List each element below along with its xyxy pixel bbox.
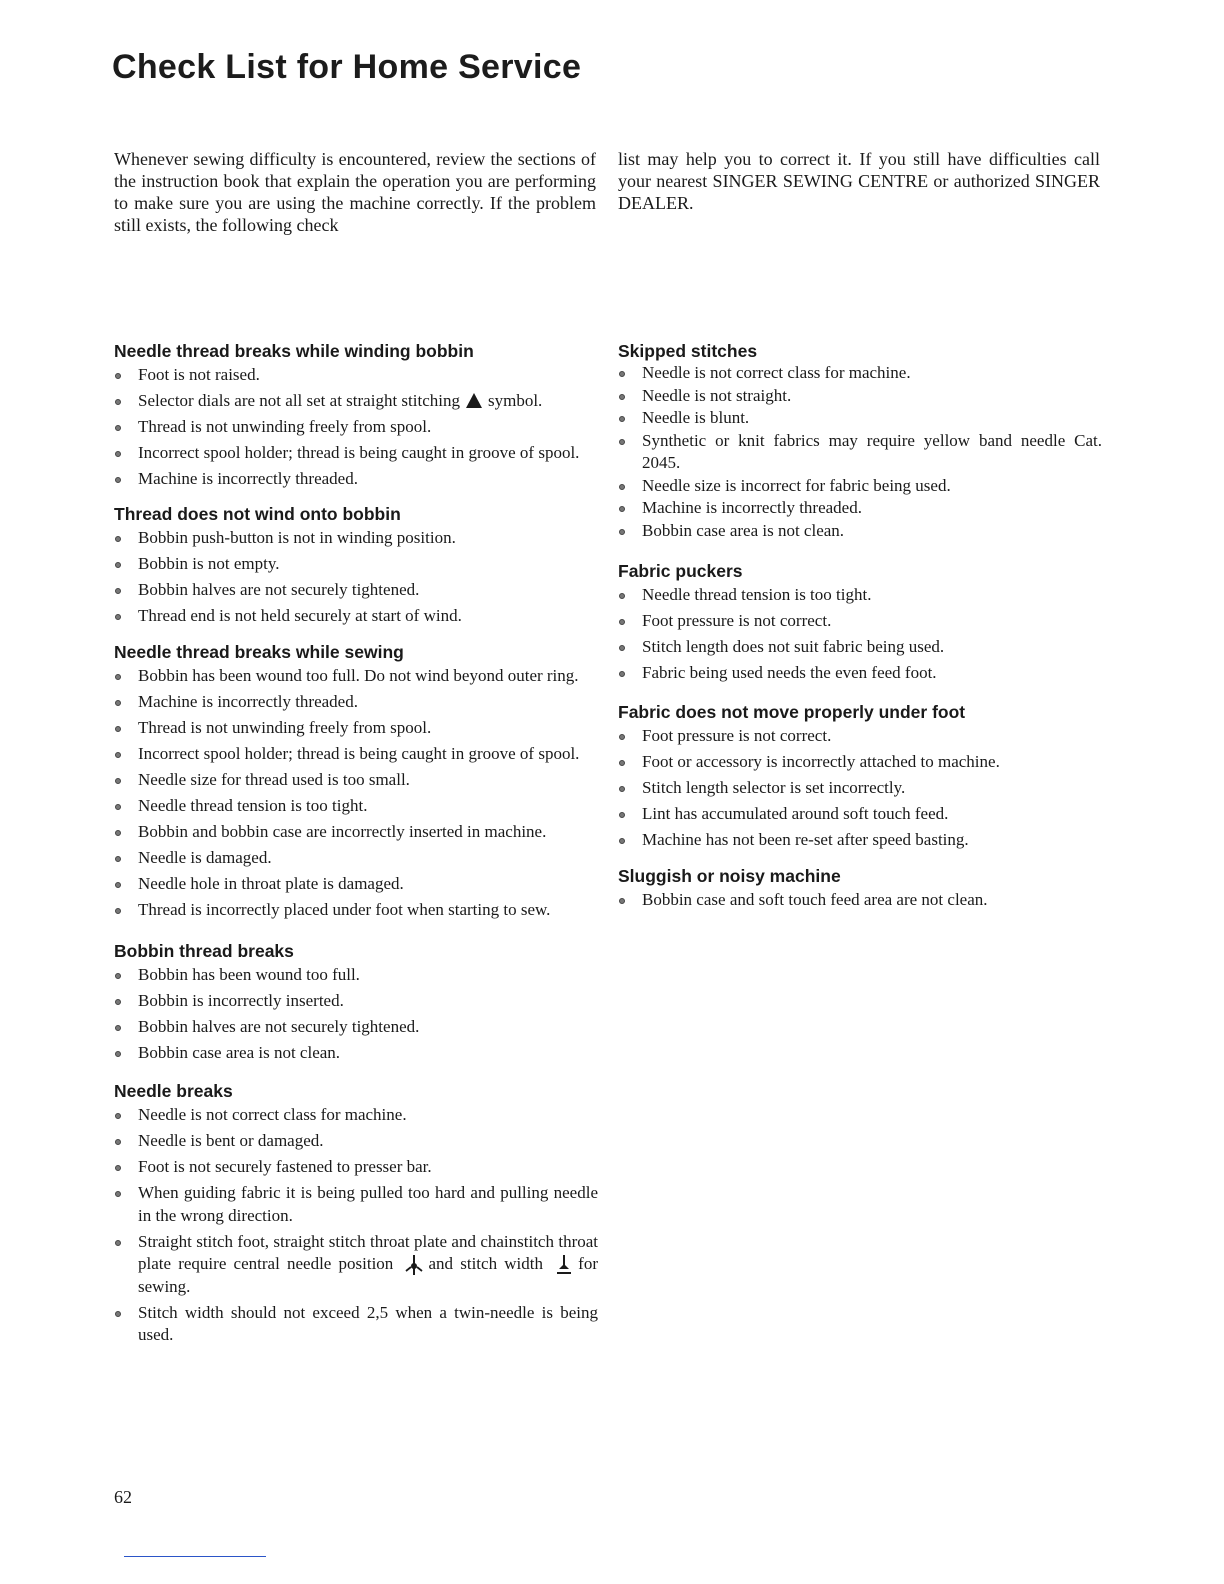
section-heading: Bobbin thread breaks [114, 940, 294, 961]
section-heading: Sluggish or noisy machine [618, 866, 841, 886]
list-item: Thread is not unwinding freely from spool. [114, 717, 598, 740]
checklist [114, 527, 598, 628]
list-item: Bobbin halves are not securely tightened. [114, 1016, 598, 1039]
section-heading: Needle thread breaks while winding bobbin [114, 341, 474, 361]
page-title: Check List for Home Service [112, 48, 582, 86]
list-item: Bobbin case and soft touch feed area are not clean. [618, 889, 1102, 912]
checklist [618, 362, 1102, 542]
list-item: Foot is not raised. [114, 364, 598, 387]
bullet-icon [619, 593, 625, 599]
stitch-width-icon [556, 1255, 572, 1275]
list-item: When guiding fabric it is being pulled too hard and pulling needle in the wrong direction. [114, 1182, 598, 1227]
straight-stitch-symbol-icon [466, 397, 482, 408]
section-bobbin-thread-breaks [114, 940, 598, 1065]
bullet-icon [115, 830, 121, 836]
checklist [114, 964, 598, 1065]
bullet-icon [115, 856, 121, 862]
section-heading: Skipped stitches [618, 341, 758, 361]
bullet-icon [115, 882, 121, 888]
bullet-icon [619, 838, 625, 844]
list-item: Straight stitch foot, straight stitch throat plate and chainstitch throat plate require central needle position and stitch width for sewing. [114, 1231, 598, 1299]
list-item: Bobbin and bobbin case are incorrectly inserted in machine. [114, 821, 598, 844]
bullet-icon [619, 484, 625, 490]
bullet-icon [115, 973, 121, 979]
bullet-icon [619, 416, 625, 422]
section-heading: Thread does not wind onto bobbin [114, 503, 401, 524]
list-item: Bobbin is incorrectly inserted. [114, 990, 598, 1013]
page-number: 62 [114, 1487, 132, 1507]
list-item: Foot or accessory is incorrectly attached to machine. [618, 751, 1102, 774]
central-needle-position-icon [405, 1255, 423, 1275]
bullet-icon [115, 1191, 121, 1197]
list-item: Stitch length does not suit fabric being used. [618, 636, 1102, 659]
bullet-icon [115, 752, 121, 758]
bullet-icon [115, 1051, 121, 1057]
list-item: Needle hole in throat plate is damaged. [114, 873, 598, 896]
list-item: Stitch length selector is set incorrectly. [618, 777, 1102, 800]
footer-divider [124, 1556, 266, 1557]
list-item: Needle is damaged. [114, 847, 598, 870]
bullet-icon [115, 562, 121, 568]
bullet-icon [115, 726, 121, 732]
bullet-icon [619, 506, 625, 512]
list-item: Bobbin has been wound too full. [114, 964, 598, 987]
section-sluggish-machine [618, 865, 1102, 912]
bullet-icon [115, 588, 121, 594]
list-item: Foot is not securely fastened to presser bar. [114, 1156, 598, 1179]
bullet-icon [115, 700, 121, 706]
left-column [114, 340, 598, 1350]
checklist [114, 665, 598, 922]
bullet-icon [619, 371, 625, 377]
list-item: Thread is incorrectly placed under foot when starting to sew. [114, 899, 598, 922]
intro-paragraph-left: Whenever sewing difficulty is encountered, review the sections of the instruction book that explain the operation you are performing to make sure you are using the machine correctly. If the problem still exists, the following check [114, 149, 596, 235]
bullet-icon [115, 614, 121, 620]
section-heading: Fabric does not move properly under foot [618, 701, 966, 722]
bullet-icon [115, 804, 121, 810]
intro-paragraph-right: list may help you to correct it. If you still have difficulties call your nearest SINGER SEWING CENTRE or authorized SINGER DEALER. [618, 149, 1100, 213]
list-item: Lint has accumulated around soft touch feed. [618, 803, 1102, 826]
list-item: Needle is not straight. [618, 385, 1102, 408]
list-item: Bobbin halves are not securely tightened. [114, 579, 598, 602]
list-item: Incorrect spool holder; thread is being caught in groove of spool. [114, 442, 598, 465]
list-item: Bobbin case area is not clean. [114, 1042, 598, 1065]
right-column [618, 340, 1102, 915]
list-item: Foot pressure is not correct. [618, 725, 1102, 748]
list-item: Needle thread tension is too tight. [618, 584, 1102, 607]
list-item: Machine is incorrectly threaded. [618, 497, 1102, 520]
section-fabric-puckers [618, 560, 1102, 685]
list-item: Bobbin case area is not clean. [618, 520, 1102, 543]
bullet-icon [619, 760, 625, 766]
checklist [618, 584, 1102, 685]
section-skipped-stitches [618, 340, 1102, 542]
bullet-icon [619, 645, 625, 651]
section-needle-thread-breaks-winding [114, 340, 598, 491]
list-item: Needle thread tension is too tight. [114, 795, 598, 818]
checklist [114, 1104, 598, 1347]
checklist [618, 725, 1102, 852]
list-item: Needle is blunt. [618, 407, 1102, 430]
section-needle-thread-breaks-sewing [114, 641, 598, 922]
bullet-icon [115, 674, 121, 680]
bullet-icon [115, 425, 121, 431]
bullet-icon [115, 778, 121, 784]
list-item: Machine is incorrectly threaded. [114, 691, 598, 714]
list-item: Needle size is incorrect for fabric being used. [618, 475, 1102, 498]
list-item: Thread is not unwinding freely from spool. [114, 416, 598, 439]
bullet-icon [115, 536, 121, 542]
bullet-icon [619, 619, 625, 625]
bullet-icon [115, 399, 121, 405]
list-item: Bobbin has been wound too full. Do not wind beyond outer ring. [114, 665, 598, 688]
list-item: Thread end is not held securely at start of wind. [114, 605, 598, 628]
bullet-icon [619, 898, 625, 904]
bullet-icon [619, 671, 625, 677]
bullet-icon [619, 734, 625, 740]
bullet-icon [115, 908, 121, 914]
list-item: Needle is not correct class for machine. [618, 362, 1102, 385]
list-item: Synthetic or knit fabrics may require yellow band needle Cat. 2045. [618, 430, 1102, 475]
list-item: Fabric being used needs the even feed foot. [618, 662, 1102, 685]
list-item: Needle is bent or damaged. [114, 1130, 598, 1153]
bullet-icon [115, 1139, 121, 1145]
checklist [618, 889, 1102, 912]
bullet-icon [115, 477, 121, 483]
section-heading: Needle thread breaks while sewing [114, 642, 404, 662]
bullet-icon [115, 1165, 121, 1171]
bullet-icon [619, 812, 625, 818]
list-item: Stitch width should not exceed 2,5 when a twin-needle is being used. [114, 1302, 598, 1347]
bullet-icon [115, 1025, 121, 1031]
list-item: Incorrect spool holder; thread is being caught in groove of spool. [114, 743, 598, 766]
bullet-icon [619, 439, 625, 445]
list-item: Machine has not been re-set after speed basting. [618, 829, 1102, 852]
list-item: Needle is not correct class for machine. [114, 1104, 598, 1127]
section-needle-breaks [114, 1080, 598, 1347]
list-item: Needle size for thread used is too small. [114, 769, 598, 792]
bullet-icon [115, 451, 121, 457]
section-thread-not-wind-bobbin [114, 503, 598, 628]
checklist [114, 364, 598, 491]
bullet-icon [115, 999, 121, 1005]
bullet-icon [115, 373, 121, 379]
bullet-icon [115, 1113, 121, 1119]
section-fabric-not-move [618, 701, 1102, 852]
section-heading: Needle breaks [114, 1081, 233, 1101]
bullet-icon [619, 786, 625, 792]
list-item: Machine is incorrectly threaded. [114, 468, 598, 491]
section-heading: Fabric puckers [618, 561, 743, 581]
list-item: Foot pressure is not correct. [618, 610, 1102, 633]
bullet-icon [115, 1240, 121, 1246]
list-item: Bobbin push-button is not in winding position. [114, 527, 598, 550]
bullet-icon [619, 394, 625, 400]
bullet-icon [619, 529, 625, 535]
bullet-icon [115, 1311, 121, 1317]
list-item: Selector dials are not all set at straight stitching symbol. [114, 390, 598, 413]
list-item: Bobbin is not empty. [114, 553, 598, 576]
